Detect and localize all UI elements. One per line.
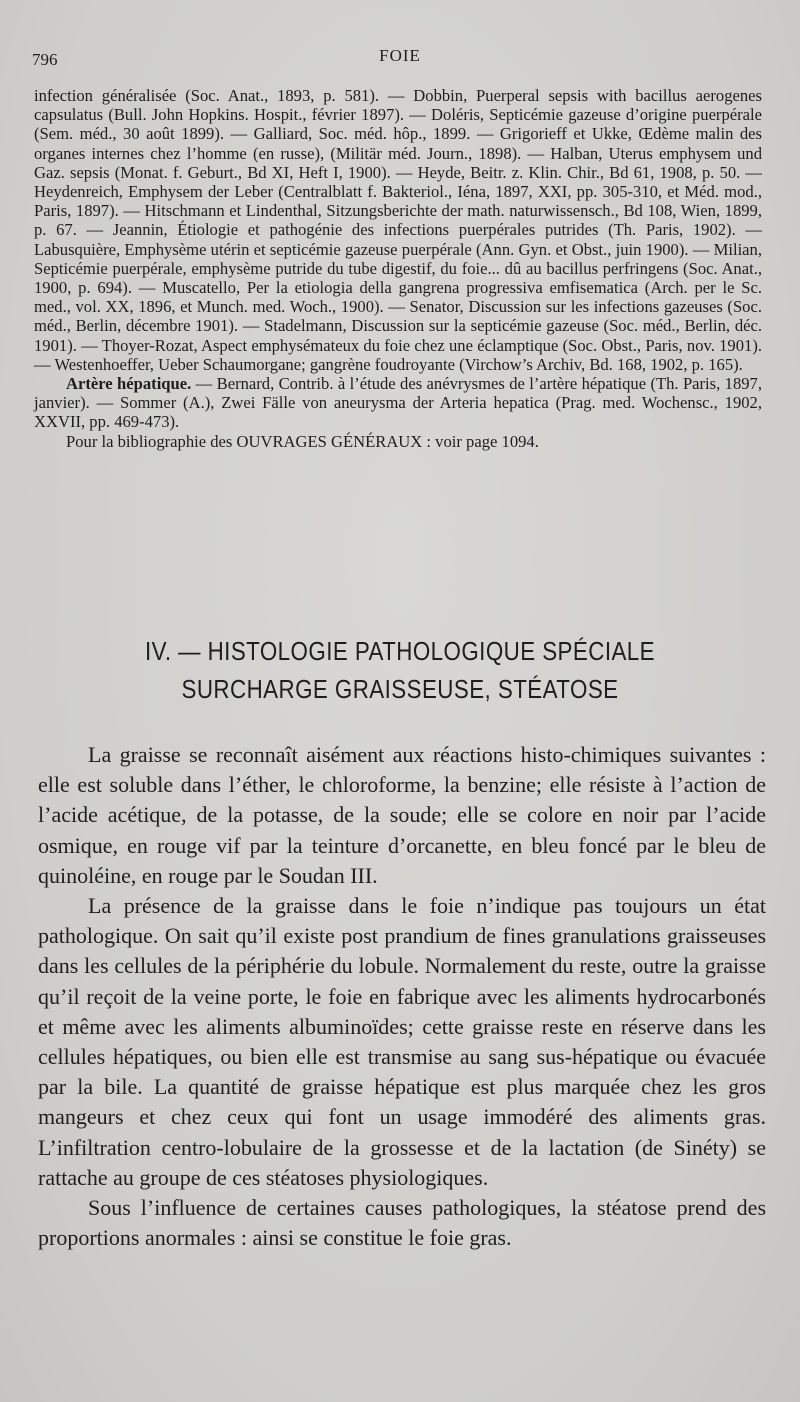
bibliography-paragraph-hepatic-artery <box>34 374 762 432</box>
bibliography-text: — Bernard, Contrib. à l’étude des anévrysmes de l’artère hépatique (Th. Paris, 1897, janvier). — Sommer (A.), Zwei Fälle von aneurysma der Arteria hepatica (Prag. med. Wochensc., 1902, XXVII, pp. 469-473). <box>34 374 762 432</box>
body-paragraph: La graisse se reconnaît aisément aux réactions histo-chimiques suivantes : elle est soluble dans l’éther, le chloroforme, la benzine; elle résiste à l’action de l’acide acétique, de la potasse, de la soude; elle se colore en noir par l’acide osmique, en rouge vif par la teinture d’orcanette, en bleu foncé par le bleu de quinoléine, en rouge par le Soudan III. <box>38 742 766 888</box>
bibliography-block <box>34 86 762 451</box>
section-title-line-1: IV. — HISTOLOGIE PATHOLOGIQUE SPÉCIALE <box>144 636 656 666</box>
page-number: 796 <box>32 50 58 69</box>
body-paragraph: La présence de la graisse dans le foie n’indique pas toujours un état pathologique. On sait qu’il existe post prandium de fines granulations graisseuses dans les cellules de la périphérie du lobule. Normalement du reste, outre la graisse qu’il reçoit de la veine porte, le foie en fabrique avec les aliments hydrocarbonés et même avec les aliments albuminoïdes; cette graisse reste en réserve dans les cellules hépatiques, ou bien elle est transmise au sang sus-hépatique ou évacuée par la bile. La quantité de graisse hépatique est plus marquée chez les gros mangeurs et chez ceux qui font un usage immodéré des aliments gras. L’infiltration centro-lobulaire de la grossesse et de la lactation (de Sinéty) se rattache au groupe de ces stéatoses physiologiques. <box>38 893 766 1190</box>
bibliography-paragraph: infection généralisée (Soc. Anat., 1893, p. 581). — Dobbin, Puerperal sepsis with bacillus aerogenes capsulatus (Bull. John Hopkins. Hospit., février 1897). — Doléris, Septicémie gazeuse d’origine puerpérale (Sem. méd., 30 août 1899). — Galliard, Soc. méd. hôp., 1899. — Grigorieff et Ukke, Œdème malin des organes internes chez l’homme (en russe), (Militär méd. Journ., 1898). — Halban, Uterus emphysem und Gaz. sepsis (Monat. f. Geburt., Bd XI, Heft I, 1900). — Heyde, Beitr. z. Klin. Chir., Bd 61, 1908, p. 50. — Heydenreich, Emphysem der Leber (Centralblatt f. Bakteriol., Iéna, 1897, XXI, pp. 305-310, et Méd. mod., Paris, 1897). — Hitschmann et Lindenthal, Sitzungsberichte der math. naturwissensch., Bd 108, Wien, 1899, p. 67. — Jeannin, Étiologie et pathogénie des infections puerpérales putrides (Th. Paris, 1902). — Labusquière, Emphysème utérin et septicémie gazeuse puerpérale (Ann. Gyn. et Obst., juin 1900). — Milian, Septicémie puerpérale, emphysème putride du tube digestif, du foie... dû au bacillus perfringens (Soc. Anat., 1900, p. 694). — Muscatello, Per la etiologia della gangrena progressiva emfisematica (Arch. per le Sc. med., vol. XX, 1896, et Munch. med. Woch., 1900). — Senator, Discussion sur les infections gazeuses (Soc. méd., Berlin, décembre 1901). — Stadelmann, Discussion sur la septicémie gazeuse (Soc. méd., Berlin, déc. 1901). — Thoyer-Rozat, Aspect emphysémateux du foie chez une éclamptique (Soc. Obst., Paris, nov. 1901). — Westenhoeffer, Ueber Schaumorgane; gangrène foudroyante (Virchow’s Archiv, Bd. 168, 1902, p. 165). <box>34 86 762 374</box>
section-title <box>90 632 709 708</box>
bibliography-note: Pour la bibliographie des OUVRAGES GÉNÉRAUX : voir page 1094. <box>66 431 539 451</box>
section-title-line-2: SURCHARGE GRAISSEUSE, STÉATOSE <box>181 674 619 704</box>
bibliography-subheading: Artère hépatique. <box>66 374 192 394</box>
body-paragraph: Sous l’influence de certaines causes pathologiques, la stéatose prend des proportions anormales : ainsi se constitue le foie gras. <box>38 1195 766 1251</box>
running-head: FOIE <box>379 46 421 65</box>
body-text <box>38 740 766 1253</box>
page-header <box>32 44 768 72</box>
